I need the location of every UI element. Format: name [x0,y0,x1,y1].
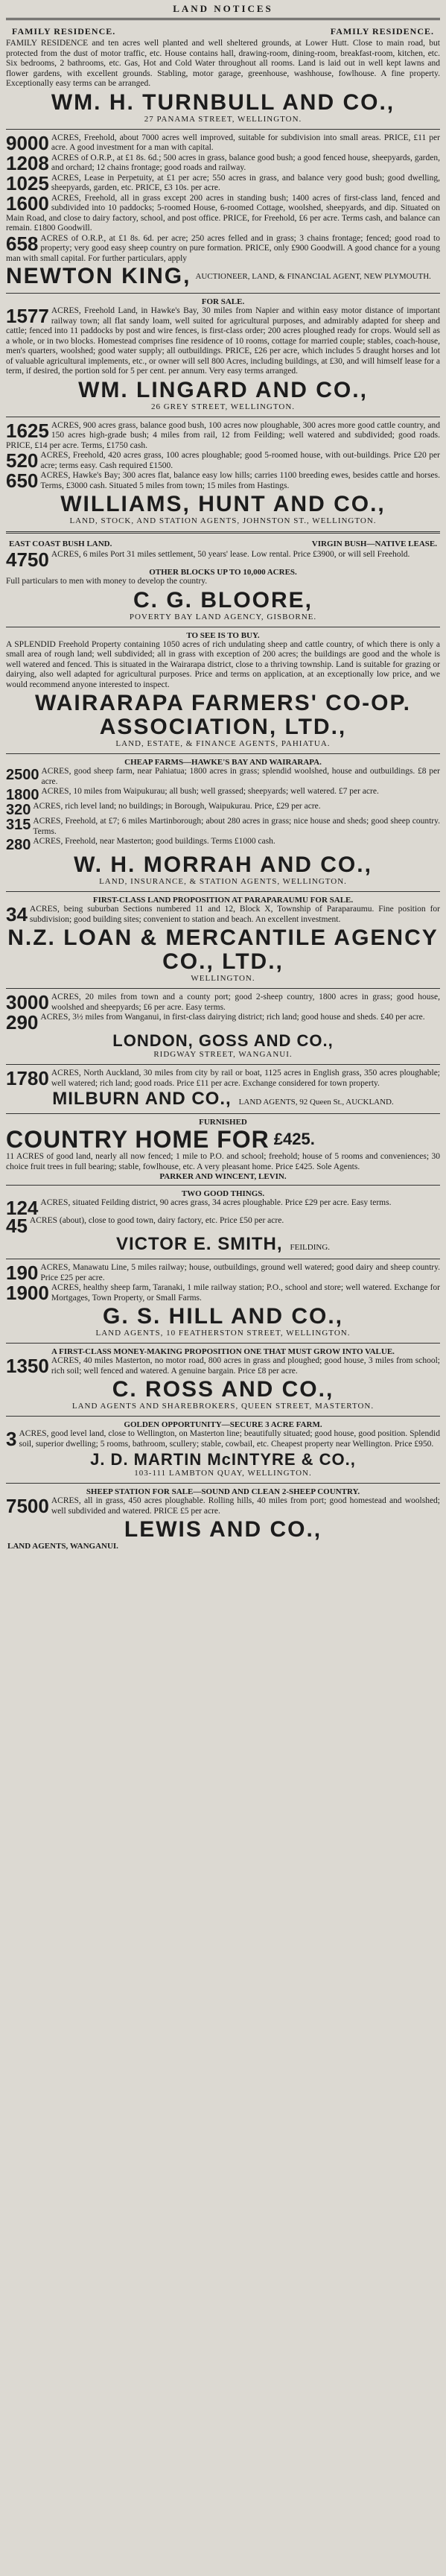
acres-figure: 658 [6,232,39,255]
rule [6,988,440,989]
ad-london-goss [6,991,440,1062]
rule [6,293,440,294]
agent-name: NEWTON KING, [6,264,191,288]
rule [6,531,440,534]
listing-text: ACRES, 6 miles Port 31 miles settlement, 50 years' lease. Low rental. Price £3900, or will sell Freehold. [51,550,410,559]
headline: COUNTRY HOME FOR [6,1126,270,1153]
agent-address: LAND, STOCK, AND STATION AGENTS, JOHNSTON ST., WELLINGTON. [69,516,377,525]
ad-body: 11 ACRES of good land, nearly all now fenced; 1 mile to P.O. and school; freehold; house of 5 rooms and conveniences; 30 choice fruit trees in full bearing; stable, fowlhouse, etc. A very pleasant home. Price £425. Sole Agents. [6,1152,440,1171]
price: £425. [273,1130,315,1148]
headline-block [6,1127,440,1152]
rule [6,1185,440,1186]
listing [6,1356,440,1376]
listing-text: ACRES, 10 miles from Waipukurau; all bush; well grassed; sheepyards; well watered. £7 per acre. [41,787,379,796]
listing-text: ACRES, Lease in Perpetuity, at £1 per acre; 550 acres in grass, and balance very good bush; good dwelling, sheepyards, garden, etc. PRICE, £3 10s. per acre. [51,173,440,192]
head-left: EAST COAST BUSH LAND. [9,539,112,548]
listing [6,451,440,471]
listing-text: ACRES, Freehold, all in grass except 200 acres in standing bush; 1400 acres of first-class land, fenced and subdivided into 10 paddocks; 5-roomed House, 6-roomed Cottage, woolshed, sheepyards, and dip. Situated on Main Road, and close to dairy factory, school, and post office. PRICE, for Freehold, £6 per acre. Terms cash, and balance can remain. £1800 Goodwill. [6,193,440,232]
acres-figure: 1025 [6,171,49,194]
acres-figure: 124 [6,1197,39,1219]
listing-text: ACRES, North Auckland, 30 miles from city by rail or boat, 1125 acres in English grass, 350 acres ploughable; well watered; rich land; good roads. Price £11 per acre. Exchange considered for town property. [51,1069,440,1088]
agent-address: LAND AGENTS AND SHAREBROKERS, QUEEN STREET, MASTERTON. [71,1402,375,1411]
acres-figure: 3000 [6,991,49,1013]
listing-text: ACRES, 900 acres grass, balance good bush, 100 acres now ploughable, 300 acres more good cattle country, and 150 acres high-grade bush; 4 miles from rail, 12 from Feilding; well watered and subdivided; good roads. PRICE, £14 per acre. Terms, £1750 cash. [6,420,440,450]
ad-hill [6,1262,440,1341]
ad-head: FURNISHED [199,1118,247,1127]
listing-text: ACRES, good level land, close to Wellington, on Masterton line; beautifully situated; good house, good position. Splendid soil, superior dwelling; 5 rooms, bathroom, scullery; stable, cowbail, etc. Cheapest property near Wellington. Price £950. [19,1429,440,1449]
listing [6,1283,440,1303]
listing [6,1011,440,1034]
agent-name: LEWIS AND CO., [124,1517,322,1542]
ad-note: Full particulars to men with money to develop the country. [6,577,208,586]
agent-sub: AUCTIONEER, LAND, & FINANCIAL AGENT, NEW PLYMOUTH. [195,271,431,281]
acres-figure: 290 [6,1011,39,1034]
section-header: LAND NOTICES [173,3,273,14]
ad-head: GOLDEN OPPORTUNITY—SECURE 3 ACRE FARM. [124,1420,322,1429]
agent-name: C. ROSS AND CO., [112,1377,334,1402]
rule [6,18,440,20]
acres-figure: 1600 [6,192,49,215]
rule [6,1343,440,1344]
agent-address: WELLINGTON. [191,974,255,983]
acres-figure: 1350 [6,1355,49,1377]
agent-name: C. G. BLOORE, [133,587,313,613]
ad-heads [6,538,440,550]
ad-head: CHEAP FARMS—HAWKE'S BAY AND WAIRARAPA. [124,758,322,767]
agent-sub-row [6,1542,440,1551]
listing [6,133,440,154]
listing [6,1263,440,1283]
listing [6,1069,440,1089]
listing-text: ACRES, good sheep farm, near Pahiatua; 1800 acres in grass; splendid woolshed, house and outbuildings. £8 per acre. [41,767,440,786]
acres-figure: 190 [6,1262,39,1284]
ad-head: FOR SALE. [201,297,245,306]
rule [6,1064,440,1065]
agent-name: N.Z. LOAN & MERCANTILE AGENCY CO., LTD., [7,925,439,974]
ad-head: SHEEP STATION FOR SALE—SOUND AND CLEAN 2-SHEEP COUNTRY. [86,1487,360,1496]
ad-lingard [6,296,440,414]
agent-name: WAIRARAPA FARMERS' CO-OP. ASSOCIATION, LTD., [35,691,411,739]
listing-text: ACRES, 40 miles Masterton, no motor road, 800 acres in grass and ploughed; good house, 3 miles from school; rich soil; well fenced and watered. A genuine bargain. Price £8 per acre. [51,1356,440,1376]
agent-address: 103-111 LAMBTON QUAY, WELLINGTON. [134,1469,312,1478]
listing [6,993,440,1013]
listing [6,194,440,234]
agent-name: WM. H. TURNBULL AND CO., [51,89,395,115]
listing-text: ACRES, rich level land; no buildings; in Borough, Waipukurau. Price, £29 per acre. [33,802,321,811]
ad-milburn [6,1067,440,1111]
agent-address: LAND AGENTS, 10 FEATHERSTON STREET, WELLINGTON. [95,1329,351,1338]
listing [6,234,440,265]
rule [6,129,440,130]
listing [6,905,440,925]
listing-text: ACRES of O.R.P., at £1 8s. 6d.; 500 acres in grass, balance good bush; a good fenced house, sheepyards, garden, and orchard; 12 chains frontage; good roads and railway. [51,153,440,172]
ad-parker [6,1116,440,1183]
agent-sub: LAND AGENTS, WANGANUI. [7,1542,118,1551]
listing [6,171,440,194]
listing-text: ACRES, all in grass, 450 acres ploughable. Rolling hills, 40 miles from port; good homestead and woolshed; well subdivided and watered. PRICE £5 per acre. [51,1496,440,1516]
listing-text: ACRES, healthy sheep farm, Taranaki, 1 mile railway station; P.O., school and store; well watered. Exchange for Mortgages, Town Property, or Small Farms. [51,1283,440,1303]
rule [6,891,440,892]
ad-body: A SPLENDID Freehold Property containing 1050 acres of rich undulating sheep and cattle country, of which there is only a small area of rough land; well subdivided; all in grass with exception of 200 acres; the buildings are good and the whole is well watered and fenced. This is situated in the Wairarapa district, close to a thriving township. Land is suitable for grazing or dairying, also well adapted for agricultural purposes. Price and terms on application, at an exceptionally low price, and we would recommend anyone interested to inspect. [6,639,440,689]
rule [6,1113,440,1114]
agent-block [6,264,440,289]
ad-head: FIRST-CLASS LAND PROPOSITION AT PARAPARAUMU FOR SALE. [92,896,354,905]
listing-text: ACRES, Hawke's Bay; 300 acres flat, balance easy low hills; carries 1100 breeding ewes, besides cattle and horses. Terms, £3000 cash. Situated 5 miles from town; 15 miles from Hastings. [40,471,440,490]
ad-turnbull [6,23,440,127]
agent-address: POVERTY BAY LAND AGENCY, GISBORNE. [129,612,317,621]
acres-figure: 1900 [6,1282,49,1304]
head-left: FAMILY RESIDENCE. [12,26,116,37]
listing-text: ACRES, 3½ miles from Wanganui, in first-class dairying district; rich land; good house and sheds. £40 per acre. [40,1013,425,1022]
rule [6,1483,440,1484]
listing [6,471,440,491]
ad-wairarapa [6,630,440,752]
listing-text: ACRES, Freehold, about 7000 acres well improved, suitable for subdivision into small areas. PRICE, £11 per acre. A good investment for a man with capital. [51,133,440,152]
listing-text: ACRES, Manawatu Line, 5 miles railway; house, outbuildings, ground well watered; good dairy and sheep country. Price £25 per acre. [40,1263,440,1282]
acres-figure: 1577 [6,305,49,327]
subhead: OTHER BLOCKS UP TO 10,000 ACRES. [149,568,297,577]
agent-name: PARKER AND WINCENT, LEVIN. [159,1172,287,1181]
acres-figure: 520 [6,449,39,472]
listing [6,151,440,174]
acres-figure: 1780 [6,1067,49,1089]
ad-mcintyre [6,1419,440,1481]
acres-figure: 1208 [6,151,49,174]
head-right: VIRGIN BUSH—NATIVE LEASE. [311,539,437,548]
listing [6,421,440,452]
acres-figure: 650 [6,469,39,492]
acres-figure: 320 [6,802,31,818]
listing-text: ACRES, Freehold, near Masterton; good buildings. Terms £1000 cash. [33,837,275,846]
agent-block [6,1089,440,1110]
ad-lewis [6,1486,440,1552]
listing [6,817,440,837]
listing [6,548,440,571]
agent-address: 26 GREY STREET, WELLINGTON. [150,402,296,411]
agent-name: G. S. HILL AND CO., [102,1304,343,1329]
agent-name: VICTOR E. SMITH, [115,1234,283,1254]
ad-head: TWO GOOD THINGS. [181,1189,265,1198]
listing-text: ACRES, Freehold, 420 acres grass, 100 acres ploughable; good 5-roomed house, with out-buildings. Price £20 per acre; terms easy. Cash required £1500. [40,451,440,470]
ad-head: A FIRST-CLASS MONEY-MAKING PROPOSITION ONE THAT MUST GROW INTO VALUE. [51,1347,395,1356]
ad-ross [6,1346,440,1414]
acres-figure: 280 [6,837,31,853]
listing [6,787,440,802]
listing [6,1429,440,1449]
agent-name: WILLIAMS, HUNT AND CO., [60,492,386,516]
listing-text: ACRES (about), close to good town, dairy factory, etc. Price £50 per acre. [29,1216,284,1225]
ad-head: TO SEE IS TO BUY. [186,630,260,640]
agent-sub: LAND AGENTS, 92 Queen St., AUCKLAND. [238,1098,394,1107]
acres-figure: 3 [6,1428,17,1450]
agent-sub: FEILDING. [290,1243,331,1252]
listing [6,306,440,377]
ad-nz-loan [6,894,440,986]
acres-figure: 1625 [6,419,49,442]
acres-figure: 2500 [6,767,39,783]
agent-name: LONDON, GOSS AND CO., [112,1031,334,1050]
rule [6,1416,440,1417]
acres-figure: 9000 [6,131,49,154]
agent-name: WM. LINGARD AND CO., [78,377,368,402]
listing [6,1197,440,1219]
listing [6,1215,440,1237]
agent-address: LAND, ESTATE, & FINANCE AGENTS, PAHIATUA. [115,739,331,748]
head-right: FAMILY RESIDENCE. [330,26,434,37]
listing-text: ACRES, Freehold Land, in Hawke's Bay, 30 miles from Napier and within easy motor distance of important railway town; all flat sandy loam, well suited for agricultural purposes, and admirably adapted for sheep and cattle; fenced into 11 paddocks by post and wire fences, is first-class order; 200 acres ploughed ready for crops. Would sell as a whole, or in two blocks. Homestead comprises fine residence of 10 rooms, cottage for married couple; stables, coach-house, men's quarters, woolshed; good water supply; all outbuildings. PRICE, £26 per acre, which includes 5 draught horses and lot of valuable agricultural implements, etc., or owner will sell 800 Acres, including buildings, at £30, and will himself lease for a term, if desired, the portion sold for 5 per cent. per annum. Very easy terms arranged. [6,306,440,376]
agent-name: W. H. MORRAH AND CO., [74,852,372,877]
ad-smith [6,1188,440,1256]
listing [6,767,440,787]
listing-text: ACRES, situated Feilding district, 90 acres grass, 34 acres ploughable. Price £29 per acre. Easy terms. [40,1198,392,1207]
agent-name: MILBURN AND CO., [52,1089,232,1109]
agent-block [6,1234,440,1255]
agent-name: J. D. MARTIN McINTYRE & CO., [90,1450,356,1469]
agent-address: 27 PANAMA STREET, WELLINGTON. [144,114,302,124]
ad-body: FAMILY RESIDENCE and ten acres well planted and well sheltered grounds, at Lower Hutt. Close to main road, but protected from the dust of motor traffic, etc. House contains hall, drawing-room, dining-room, breakfast-room, kitchen, etc. Six bedrooms, 2 bathrooms, etc. Gas, Hot and Cold Water throughout all rooms. Land is laid out in well kept lawns and flower gardens, with excellent grounds. Stabling, motor garage, greenhouse, washhouse, fowlhouse. A fine property. Exceptionally easy terms can be arranged. [6,39,440,88]
agent-address: LAND, INSURANCE, & STATION AGENTS, WELLINGTON. [99,877,347,886]
ad-bloore [6,537,440,624]
acres-figure: 315 [6,817,31,833]
ad-williams-hunt [6,420,440,529]
listing-text: ACRES of O.R.P., at £1 8s. 6d. per acre; 250 acres felled and in grass; 3 chains frontage; fenced; good road to property; very good easy sheep country on pure formation. PRICE, only £900 Goodwill. A good chance for a young man with small capital. For further particulars, apply [6,233,440,263]
acres-figure: 7500 [6,1495,49,1517]
acres-figure: 34 [6,903,28,925]
listing-text: ACRES, Freehold, at £7; 6 miles Martinborough; about 280 acres in grass; nice house and sheds; good sheep country. Terms. [33,817,440,836]
agent-address: RIDGWAY STREET, WANGANUI. [153,1050,293,1059]
listing [6,802,440,817]
listing-text: ACRES, 20 miles from town and a county port; good 2-sheep country, 1800 acres in grass; good house, woolshed and sheepyards; £6 per acre. Easy terms. [51,993,440,1012]
acres-figure: 45 [6,1215,28,1237]
ad-newton-king [6,132,440,291]
listing [6,837,440,852]
ad-heads [6,25,440,39]
listing [6,1496,440,1516]
listing-text: ACRES, being suburban Sections numbered 11 and 12, Block X, Township of Paraparaumu. Fine position for subdivision; good building sites; convenient to station and beach. An excellent investment. [29,905,440,924]
acres-figure: 4750 [6,548,49,571]
acres-figure: 1800 [6,787,39,803]
rule [6,753,440,754]
ad-morrah [6,756,440,889]
